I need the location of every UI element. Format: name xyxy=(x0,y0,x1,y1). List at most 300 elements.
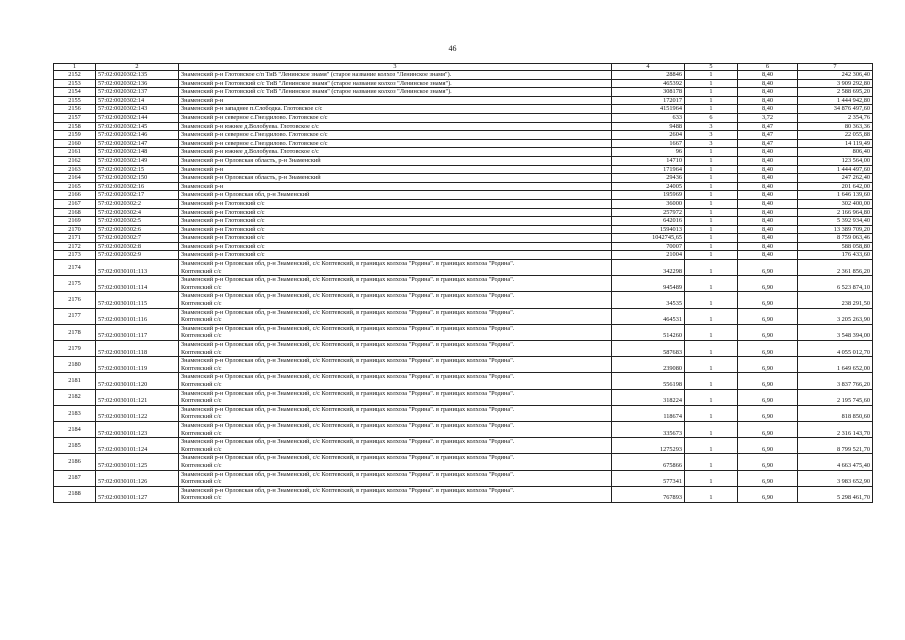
rate-cell: 6,90 xyxy=(738,373,798,389)
sum-cell: 238 291,50 xyxy=(798,292,873,308)
table-row xyxy=(54,225,873,234)
address-cell xyxy=(179,79,612,88)
row-number: 2160 xyxy=(54,139,96,148)
sum-cell: 5 392 934,40 xyxy=(798,217,873,226)
area-cell: 36000 xyxy=(612,199,685,208)
quantity-cell: 1 xyxy=(685,242,738,251)
address-line: Знаменский р-н Орловская обл, р-н Знаменский, с/с Коптевский, в границах колхоза "Родина". в границах колхоза "Родина". xyxy=(181,405,515,413)
rate-cell: 8,40 xyxy=(738,191,798,200)
table-row xyxy=(54,357,873,373)
address-line: Коптевский с/с xyxy=(181,316,222,324)
address-line: Знаменский р-н западнее п.Слободка. Глотовское с/с xyxy=(181,105,323,113)
quantity-cell: 1 xyxy=(685,470,738,486)
quantity-cell: 1 xyxy=(685,373,738,389)
cadastral-number: 57:02:0020302:9 xyxy=(96,251,179,260)
rate-cell: 8,40 xyxy=(738,242,798,251)
address-line: Знаменский р-н Орловская обл, р-н Знаменский, с/с Коптевский, в границах колхоза "Родина". в границах колхоза "Родина". xyxy=(181,389,515,397)
table-row xyxy=(54,139,873,148)
table-row xyxy=(54,71,873,80)
cadastral-number: 57:02:0020302:145 xyxy=(96,122,179,131)
row-number: 2164 xyxy=(54,174,96,183)
rate-cell: 8,40 xyxy=(738,96,798,105)
address-line: Знаменский р-н Глотовское с/п ТиВ "Ленинское знамя" (старое название колхоз "Ленинское знамя"). xyxy=(181,71,452,78)
cadastral-number: 57:02:0020302:5 xyxy=(96,217,179,226)
address-line: Коптевский с/с xyxy=(181,300,222,308)
address-cell xyxy=(179,165,612,174)
address-line: Коптевский с/с xyxy=(181,364,222,372)
area-cell: 577341 xyxy=(612,470,685,486)
row-number: 2170 xyxy=(54,225,96,234)
table-row xyxy=(54,182,873,191)
column-header: 2 xyxy=(96,64,179,71)
address-cell xyxy=(179,174,612,183)
cadastral-number: 57:02:0020302:136 xyxy=(96,79,179,88)
row-number: 2166 xyxy=(54,191,96,200)
address-line: Коптевский с/с xyxy=(181,267,222,275)
table-row xyxy=(54,131,873,140)
address-line: Коптевский с/с xyxy=(181,461,222,469)
address-cell xyxy=(179,122,612,131)
area-cell: 945489 xyxy=(612,276,685,292)
area-cell: 24005 xyxy=(612,182,685,191)
row-number: 2185 xyxy=(54,438,96,454)
quantity-cell: 1 xyxy=(685,357,738,373)
sum-cell: 2 354,76 xyxy=(798,113,873,122)
table-row xyxy=(54,217,873,226)
table-row xyxy=(54,156,873,165)
table-row xyxy=(54,79,873,88)
cadastral-number: 57:02:0020302:4 xyxy=(96,208,179,217)
table-row xyxy=(54,242,873,251)
cadastral-number: 57:02:0030101:118 xyxy=(96,341,179,357)
quantity-cell: 1 xyxy=(685,308,738,324)
quantity-cell: 1 xyxy=(685,79,738,88)
cadastral-number: 57:02:0020302:2 xyxy=(96,199,179,208)
quantity-cell: 1 xyxy=(685,71,738,80)
area-cell: 587683 xyxy=(612,341,685,357)
table-row xyxy=(54,438,873,454)
row-number: 2165 xyxy=(54,182,96,191)
quantity-cell: 1 xyxy=(685,389,738,405)
cadastral-number: 57:02:0020302:6 xyxy=(96,225,179,234)
area-cell: 1667 xyxy=(612,139,685,148)
address-cell xyxy=(179,199,612,208)
rate-cell: 8,40 xyxy=(738,105,798,114)
address-cell xyxy=(179,486,612,502)
row-number: 2157 xyxy=(54,113,96,122)
address-cell xyxy=(179,191,612,200)
address-cell xyxy=(179,88,612,97)
cadastral-number: 57:02:0030101:116 xyxy=(96,308,179,324)
quantity-cell: 1 xyxy=(685,276,738,292)
row-number: 2182 xyxy=(54,389,96,405)
sum-cell: 123 564,00 xyxy=(798,156,873,165)
quantity-cell: 1 xyxy=(685,438,738,454)
row-number: 2153 xyxy=(54,79,96,88)
rate-cell: 6,90 xyxy=(738,486,798,502)
address-cell xyxy=(179,454,612,470)
rate-cell: 6,90 xyxy=(738,389,798,405)
quantity-cell: 1 xyxy=(685,251,738,260)
column-header: 5 xyxy=(685,64,738,71)
sum-cell: 2 166 964,80 xyxy=(798,208,873,217)
area-cell: 514260 xyxy=(612,324,685,340)
quantity-cell: 1 xyxy=(685,225,738,234)
rate-cell: 8,40 xyxy=(738,156,798,165)
table-row xyxy=(54,324,873,340)
address-cell xyxy=(179,131,612,140)
rate-cell: 6,90 xyxy=(738,421,798,437)
address-line: Знаменский р-н xyxy=(181,182,224,190)
quantity-cell: 1 xyxy=(685,148,738,157)
cadastral-number: 57:02:0020302:17 xyxy=(96,191,179,200)
area-cell: 1594013 xyxy=(612,225,685,234)
row-number: 2178 xyxy=(54,324,96,340)
address-cell xyxy=(179,405,612,421)
table-row xyxy=(54,260,873,276)
area-cell: 675866 xyxy=(612,454,685,470)
quantity-cell: 6 xyxy=(685,113,738,122)
cadastral-number: 57:02:0020302:14 xyxy=(96,96,179,105)
address-cell xyxy=(179,139,612,148)
address-line: Знаменский р-н Глотовский с/с ТиВ "Ленинское знамя" (старое название колхоз "Ленинское знамя"). xyxy=(181,79,452,87)
row-number: 2177 xyxy=(54,308,96,324)
quantity-cell: 1 xyxy=(685,191,738,200)
cadastral-number: 57:02:0020302:135 xyxy=(96,71,179,80)
quantity-cell: 1 xyxy=(685,421,738,437)
rate-cell: 8,40 xyxy=(738,165,798,174)
table-header xyxy=(54,64,873,71)
row-number: 2159 xyxy=(54,131,96,140)
address-line: Знаменский р-н Орловская обл, р-н Знаменский, с/с Коптевский, в границах колхоза "Родина". в границах колхоза "Родина". xyxy=(181,373,515,381)
rate-cell: 8,40 xyxy=(738,225,798,234)
cadastral-number: 57:02:0020302:7 xyxy=(96,234,179,243)
address-line: Знаменский р-н Орловская обл, р-н Знаменский, с/с Коптевский, в границах колхоза "Родина". в границах колхоза "Родина". xyxy=(181,357,515,365)
land-register-table xyxy=(53,63,873,503)
row-number: 2169 xyxy=(54,217,96,226)
area-cell: 28846 xyxy=(612,71,685,80)
address-line: Коптевский с/с xyxy=(181,348,222,356)
sum-cell: 6 523 874,10 xyxy=(798,276,873,292)
address-line: Коптевский с/с xyxy=(181,380,222,388)
table-row xyxy=(54,199,873,208)
table-row xyxy=(54,88,873,97)
address-line: Знаменский р-н Орловская область, р-н Знаменский xyxy=(181,156,321,164)
address-cell xyxy=(179,357,612,373)
sum-cell: 1 444 942,80 xyxy=(798,96,873,105)
sum-cell: 2 316 143,70 xyxy=(798,421,873,437)
cadastral-number: 57:02:0030101:123 xyxy=(96,421,179,437)
rate-cell: 8,40 xyxy=(738,251,798,260)
address-line: Знаменский р-н северное с.Гнездилово. Глотовское с/с xyxy=(181,113,328,121)
area-cell: 29436 xyxy=(612,174,685,183)
address-line: Знаменский р-н Орловская обл, р-н Знаменский, с/с Коптевский, в границах колхоза "Родина". в границах колхоза "Родина". xyxy=(181,470,515,478)
rate-cell: 8,47 xyxy=(738,131,798,140)
table-row xyxy=(54,470,873,486)
cadastral-number: 57:02:0020302:143 xyxy=(96,105,179,114)
quantity-cell: 1 xyxy=(685,454,738,470)
address-cell xyxy=(179,373,612,389)
sum-cell: 2 588 695,20 xyxy=(798,88,873,97)
area-cell: 642016 xyxy=(612,217,685,226)
address-line: Коптевский с/с xyxy=(181,445,222,453)
sum-cell: 1 646 139,60 xyxy=(798,191,873,200)
area-cell: 14710 xyxy=(612,156,685,165)
table-row xyxy=(54,208,873,217)
quantity-cell: 1 xyxy=(685,341,738,357)
sum-cell: 3 548 394,00 xyxy=(798,324,873,340)
area-cell: 1042745,65 xyxy=(612,234,685,243)
table-row xyxy=(54,292,873,308)
sum-cell: 1 444 497,60 xyxy=(798,165,873,174)
address-line: Знаменский р-н южнее д.Волобуева. Глотовское с/с xyxy=(181,148,319,156)
address-line: Знаменский р-н Орловская область, р-н Знаменский xyxy=(181,174,321,182)
row-number: 2179 xyxy=(54,341,96,357)
sum-cell: 8 759 063,46 xyxy=(798,234,873,243)
address-cell xyxy=(179,324,612,340)
cadastral-number: 57:02:0020302:150 xyxy=(96,174,179,183)
area-cell: 633 xyxy=(612,113,685,122)
address-line: Знаменский р-н южнее д.Волобуева. Глотовское с/с xyxy=(181,122,319,130)
sum-cell: 3 983 652,90 xyxy=(798,470,873,486)
area-cell: 96 xyxy=(612,148,685,157)
cadastral-number: 57:02:0030101:117 xyxy=(96,324,179,340)
area-cell: 1275293 xyxy=(612,438,685,454)
address-line: Знаменский р-н Орловская обл, р-н Знаменский, с/с Коптевский, в границах колхоза "Родина". в границах колхоза "Родина". xyxy=(181,438,515,446)
sum-cell: 34 876 497,60 xyxy=(798,105,873,114)
sum-cell: 22 055,88 xyxy=(798,131,873,140)
address-line: Знаменский р-н Глотовский с/с xyxy=(181,217,265,225)
address-line: Коптевский с/с xyxy=(181,397,222,405)
address-line: Знаменский р-н Орловская обл, р-н Знаменский xyxy=(181,191,310,199)
row-number: 2167 xyxy=(54,199,96,208)
address-cell xyxy=(179,251,612,260)
cadastral-number: 57:02:0030101:119 xyxy=(96,357,179,373)
quantity-cell: 1 xyxy=(685,174,738,183)
table-row xyxy=(54,148,873,157)
address-cell xyxy=(179,308,612,324)
column-header: 1 xyxy=(54,64,96,71)
sum-cell: 176 433,60 xyxy=(798,251,873,260)
row-number: 2186 xyxy=(54,454,96,470)
sum-cell: 247 262,40 xyxy=(798,174,873,183)
address-line: Коптевский с/с xyxy=(181,413,222,421)
rate-cell: 3,72 xyxy=(738,113,798,122)
address-cell xyxy=(179,292,612,308)
rate-cell: 6,90 xyxy=(738,470,798,486)
address-cell xyxy=(179,276,612,292)
quantity-cell: 1 xyxy=(685,486,738,502)
sum-cell: 201 642,00 xyxy=(798,182,873,191)
quantity-cell: 3 xyxy=(685,122,738,131)
table-row xyxy=(54,389,873,405)
column-header: 7 xyxy=(798,64,873,71)
address-line: Коптевский с/с xyxy=(181,332,222,340)
rate-cell: 8,40 xyxy=(738,208,798,217)
table-row xyxy=(54,276,873,292)
row-number: 2175 xyxy=(54,276,96,292)
sum-cell: 80 363,36 xyxy=(798,122,873,131)
row-number: 2171 xyxy=(54,234,96,243)
address-cell xyxy=(179,208,612,217)
area-cell: 308178 xyxy=(612,88,685,97)
area-cell: 9488 xyxy=(612,122,685,131)
address-line: Знаменский р-н Орловская обл, р-н Знаменский, с/с Коптевский, в границах колхоза "Родина". в границах колхоза "Родина". xyxy=(181,292,515,300)
cadastral-number: 57:02:0030101:122 xyxy=(96,405,179,421)
sum-cell: 14 119,49 xyxy=(798,139,873,148)
cadastral-number: 57:02:0020302:8 xyxy=(96,242,179,251)
rate-cell: 8,40 xyxy=(738,79,798,88)
quantity-cell: 1 xyxy=(685,292,738,308)
rate-cell: 8,40 xyxy=(738,199,798,208)
address-cell xyxy=(179,182,612,191)
column-number-row xyxy=(54,64,873,71)
rate-cell: 8,40 xyxy=(738,88,798,97)
rate-cell: 6,90 xyxy=(738,276,798,292)
quantity-cell: 1 xyxy=(685,105,738,114)
row-number: 2162 xyxy=(54,156,96,165)
table-row xyxy=(54,174,873,183)
row-number: 2152 xyxy=(54,71,96,80)
quantity-cell: 1 xyxy=(685,217,738,226)
row-number: 2168 xyxy=(54,208,96,217)
sum-cell: 818 850,60 xyxy=(798,405,873,421)
table-row xyxy=(54,96,873,105)
address-cell xyxy=(179,156,612,165)
cadastral-number: 57:02:0020302:144 xyxy=(96,113,179,122)
quantity-cell: 1 xyxy=(685,182,738,191)
cadastral-number: 57:02:0030101:124 xyxy=(96,438,179,454)
address-line: Знаменский р-н Орловская обл, р-н Знаменский, с/с Коптевский, в границах колхоза "Родина". в границах колхоза "Родина". xyxy=(181,454,515,462)
cadastral-number: 57:02:0020302:16 xyxy=(96,182,179,191)
row-number: 2155 xyxy=(54,96,96,105)
quantity-cell: 1 xyxy=(685,88,738,97)
address-line: Знаменский р-н Глотовский с/с xyxy=(181,225,265,233)
rate-cell: 8,40 xyxy=(738,234,798,243)
table-row xyxy=(54,421,873,437)
row-number: 2187 xyxy=(54,470,96,486)
area-cell: 257972 xyxy=(612,208,685,217)
cadastral-number: 57:02:0020302:15 xyxy=(96,165,179,174)
table-row xyxy=(54,308,873,324)
table-row xyxy=(54,251,873,260)
column-header: 4 xyxy=(612,64,685,71)
rate-cell: 6,90 xyxy=(738,454,798,470)
page-number: 46 xyxy=(448,44,457,53)
cadastral-number: 57:02:0030101:126 xyxy=(96,470,179,486)
cadastral-number: 57:02:0030101:120 xyxy=(96,373,179,389)
sum-cell: 1 649 652,00 xyxy=(798,357,873,373)
address-line: Знаменский р-н Глотовский с/с xyxy=(181,208,265,216)
address-cell xyxy=(179,389,612,405)
column-header: 6 xyxy=(738,64,798,71)
area-cell: 464531 xyxy=(612,308,685,324)
address-cell xyxy=(179,341,612,357)
sum-cell: 806,40 xyxy=(798,148,873,157)
rate-cell: 8,40 xyxy=(738,182,798,191)
quantity-cell: 3 xyxy=(685,131,738,140)
rate-cell: 6,90 xyxy=(738,357,798,373)
quantity-cell: 1 xyxy=(685,405,738,421)
rate-cell: 6,90 xyxy=(738,341,798,357)
row-number: 2188 xyxy=(54,486,96,502)
area-cell: 556198 xyxy=(612,373,685,389)
sum-cell: 588 058,80 xyxy=(798,242,873,251)
address-cell xyxy=(179,242,612,251)
address-cell xyxy=(179,438,612,454)
area-cell: 318224 xyxy=(612,389,685,405)
quantity-cell: 1 xyxy=(685,96,738,105)
row-number: 2180 xyxy=(54,357,96,373)
table-row xyxy=(54,486,873,502)
area-cell: 172017 xyxy=(612,96,685,105)
cadastral-number: 57:02:0030101:113 xyxy=(96,260,179,276)
sum-cell: 242 306,40 xyxy=(798,71,873,80)
table-row xyxy=(54,341,873,357)
table-row xyxy=(54,405,873,421)
table-row xyxy=(54,373,873,389)
address-line: Знаменский р-н Орловская обл, р-н Знаменский, с/с Коптевский, в границах колхоза "Родина". в границах колхоза "Родина". xyxy=(181,324,515,332)
table-body xyxy=(54,71,873,503)
cadastral-number: 57:02:0030101:115 xyxy=(96,292,179,308)
row-number: 2184 xyxy=(54,421,96,437)
area-cell: 767893 xyxy=(612,486,685,502)
table-row xyxy=(54,234,873,243)
table-row xyxy=(54,454,873,470)
address-line: Знаменский р-н Глотовский с/с xyxy=(181,234,265,242)
quantity-cell: 1 xyxy=(685,208,738,217)
quantity-cell: 1 xyxy=(685,234,738,243)
row-number: 2181 xyxy=(54,373,96,389)
address-line: Знаменский р-н Орловская обл, р-н Знаменский, с/с Коптевский, в границах колхоза "Родина". в границах колхоза "Родина". xyxy=(181,421,515,429)
area-cell: 4151964 xyxy=(612,105,685,114)
quantity-cell: 1 xyxy=(685,199,738,208)
rate-cell: 8,40 xyxy=(738,217,798,226)
sum-cell: 302 400,00 xyxy=(798,199,873,208)
table-row xyxy=(54,191,873,200)
area-cell: 2604 xyxy=(612,131,685,140)
address-cell xyxy=(179,260,612,276)
cadastral-number: 57:02:0030101:121 xyxy=(96,389,179,405)
row-number: 2154 xyxy=(54,88,96,97)
sum-cell: 2 361 856,20 xyxy=(798,260,873,276)
sum-cell: 4 663 475,40 xyxy=(798,454,873,470)
row-number: 2176 xyxy=(54,292,96,308)
quantity-cell: 1 xyxy=(685,165,738,174)
address-line: Знаменский р-н Орловская обл, р-н Знаменский, с/с Коптевский, в границах колхоза "Родина". в границах колхоза "Родина". xyxy=(181,276,515,284)
rate-cell: 6,90 xyxy=(738,438,798,454)
row-number: 2158 xyxy=(54,122,96,131)
area-cell: 34535 xyxy=(612,292,685,308)
cadastral-number: 57:02:0030101:127 xyxy=(96,486,179,502)
address-line: Знаменский р-н Орловская обл, р-н Знаменский, с/с Коптевский, в границах колхоза "Родина". в границах колхоза "Родина". xyxy=(181,260,515,268)
area-cell: 335673 xyxy=(612,421,685,437)
rate-cell: 6,90 xyxy=(738,260,798,276)
address-line: Знаменский р-н северное с.Гнездилово. Глотовское с/с xyxy=(181,131,328,139)
sum-cell: 8 799 521,70 xyxy=(798,438,873,454)
address-line: Знаменский р-н северное с.Гнездилово. Глотовское с/с xyxy=(181,139,328,147)
table-row xyxy=(54,113,873,122)
cadastral-number: 57:02:0030101:114 xyxy=(96,276,179,292)
address-cell xyxy=(179,217,612,226)
address-line: Знаменский р-н Орловская обл, р-н Знаменский, с/с Коптевский, в границах колхоза "Родина". в границах колхоза "Родина". xyxy=(181,486,515,494)
area-cell: 465392 xyxy=(612,79,685,88)
row-number: 2156 xyxy=(54,105,96,114)
address-cell xyxy=(179,234,612,243)
sum-cell: 3 837 766,20 xyxy=(798,373,873,389)
sum-cell: 3 205 263,90 xyxy=(798,308,873,324)
sum-cell: 3 909 292,80 xyxy=(798,79,873,88)
